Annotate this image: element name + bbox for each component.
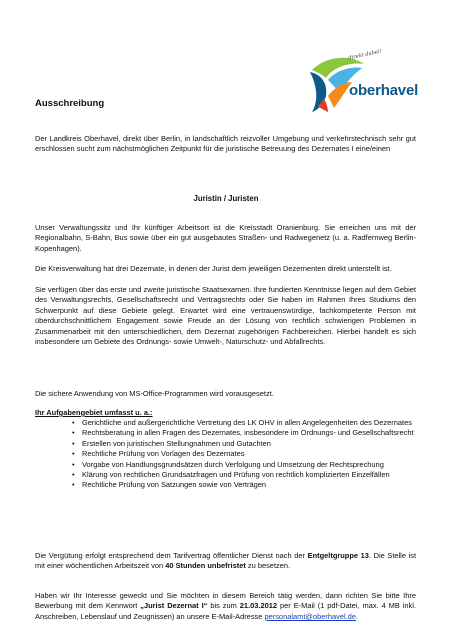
ms-office-paragraph: Die sichere Anwendung von MS-Office-Programmen wird vorausgesetzt.	[35, 389, 274, 398]
task-item: • Vorgabe von Handlungsgrundsätzen durch Verfolgung und Umsetzung der Rechtsprechung	[35, 460, 416, 470]
intro-paragraph: Der Landkreis Oberhavel, direkt über Berlin, in landschaftlich reizvoller Umgebung und verkehrstechnisch sehr gut erschlossen sucht zum nächstmöglichen Zeitpunkt für die juristische Betreuung des Dezernates I eine/einen	[35, 134, 416, 154]
pay-text-1: Die Vergütung erfolgt entsprechend dem Tarifvertrag öffentlicher Dienst nach der	[35, 551, 308, 560]
task-item: • Rechtliche Prüfung von Vorlagen des Dezernates	[35, 449, 416, 459]
task-item: • Rechtliche Prüfung von Satzungen sowie von Verträgen	[35, 480, 416, 490]
logo-brand-name: oberhavel	[349, 82, 419, 99]
location-paragraph: Unser Verwaltungssitz und Ihr künftiger Arbeitsort ist die Kreisstadt Oranienburg. Sie erreichen uns mit der Regionalbahn, S-Bahn, Bus sowie über ein gut ausgebautes Straßen- und Radwegenetz (u. a. Radfernweg Berlin-Kopenhagen).	[35, 223, 416, 253]
logo-tagline: direkt dabei!	[347, 48, 383, 62]
task-item: • Erstellen von juristischen Stellungnahmen und Gutachten	[35, 439, 416, 449]
position-title: Juristin / Juristen	[193, 194, 259, 203]
pay-paragraph	[35, 551, 416, 572]
pay-text-2: . Die Stelle ist mit einer wöchentlichen Arbeitszeit von	[35, 551, 417, 571]
pay-text-3: zu besetzen.	[245, 561, 291, 571]
task-item: • Gerichtliche und außergerichtliche Vertretung des LK OHV in allen Angelegenheiten des Dezernates	[35, 418, 416, 428]
apply-paragraph	[35, 591, 416, 622]
apply-text-3: per E-Mail (1 pdf-Datei, max. 4 MB inkl. Anschreiben, Lebenslauf und Zeugnissen) an unsere E-Mail-Adresse	[35, 601, 416, 621]
apply-text-1: Haben wir Ihr Interesse geweckt und Sie möchten in diesem Bereich tätig werden, dann richten Sie bitte Ihre Bewerbung mit dem Kennwort	[35, 591, 416, 611]
tasks-heading: Ihr Aufgabengebiet umfasst u. a.:	[35, 408, 153, 417]
apply-keyword: „Jurist Dezernat I“	[140, 601, 208, 611]
task-item: • Klärung von rechtlichen Grundsatzfragen und Prüfung von rechtlich komplizierten Einzelfällen	[35, 470, 416, 480]
requirements-paragraph: Sie verfügen über das erste und zweite juristische Staatsexamen. Ihre fundierten Kenntnisse liegen auf dem Gebiet des Verwaltungsrechts, Gesellschaftsrecht und Vertragsrechts oder Sie haben im Rahmen Ihres Studiums den Schwerpunkt auf diese Gebiete gelegt. Erwartet wird eine vertrauenswürdige, fachkompetente Person mit überdurchschnittlichem Engagement sowie Freude an der Lösung von rechtlich schwierigen Problemen in Zusammenarbeit mit den unterschiedlichen, dem Dezernat zugehörigen Fachbereichen. Hierbei handelt es sich insbesondere um Gebiete des Ordnungs- sowie Umwelt-, Naturschutz- und Abfallrechts.	[35, 285, 416, 347]
departments-paragraph: Die Kreisverwaltung hat drei Dezernate, in denen der Jurist dem jeweiligen Dezernenten direkt unterstellt ist.	[35, 264, 392, 273]
pay-hours: 40 Stunden unbefristet	[165, 561, 246, 571]
task-item: • Rechtsberatung in allen Fragen des Dezernates, insbesondere im Ordnungs- und Gesellschaftsrecht	[35, 428, 416, 438]
apply-text-4: .	[355, 611, 359, 621]
page-heading: Ausschreibung	[35, 98, 105, 109]
apply-text-2: bis zum	[207, 601, 240, 611]
email-link[interactable]: personalamt@oberhavel.de	[264, 611, 356, 621]
tasks-list	[35, 418, 416, 491]
apply-deadline: 21.03.2012	[239, 601, 278, 611]
pay-grade: Entgeltgruppe 13	[307, 551, 369, 560]
oberhavel-logo	[306, 48, 430, 114]
